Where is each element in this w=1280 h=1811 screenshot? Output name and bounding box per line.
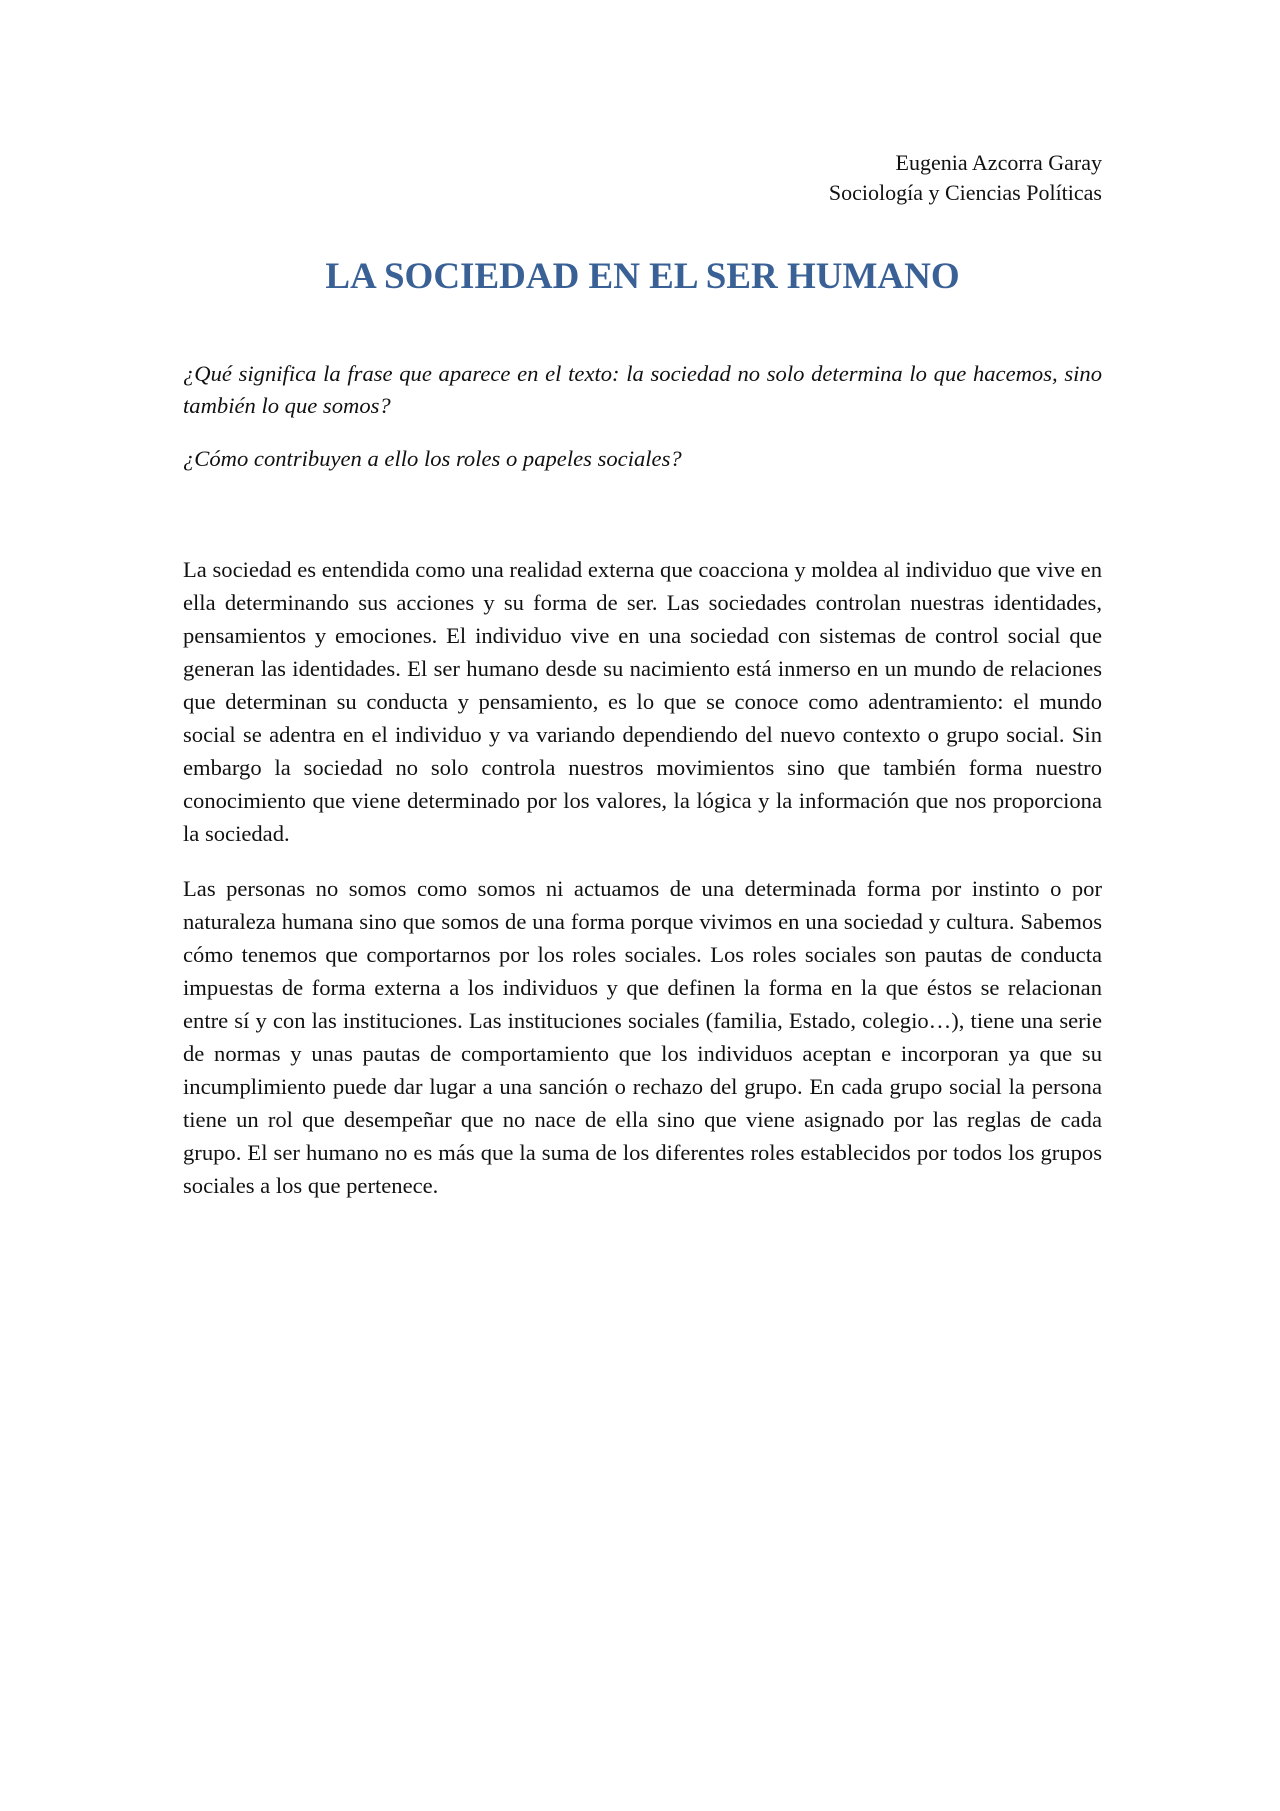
question-2: ¿Cómo contribuyen a ello los roles o papeles sociales? (183, 446, 682, 471)
author-name: Eugenia Azcorra Garay (895, 150, 1102, 175)
paragraph-2: Las personas no somos como somos ni actuamos de una determinada forma por instinto o por naturaleza humana sino que somos de una forma porque vivimos en una sociedad y cultura. Sabemos cómo tenemos que comportarnos por los roles sociales. Los roles sociales son pautas de conducta impuestas de forma externa a los individuos y que definen la forma en la que éstos se relacionan entre sí y con las instituciones. Las instituciones sociales (familia, Estado, colegio…), tiene una serie de normas y unas pautas de comportamiento que los individuos aceptan e incorporan ya que su incumplimiento puede dar lugar a una sanción o rechazo del grupo. En cada grupo social la persona tiene un rol que desempeñar que no nace de ella sino que viene asignado por las reglas de cada grupo. El ser humano no es más que la suma de los diferentes roles establecidos por todos los grupos sociales a los que pertenece. (183, 876, 1102, 1198)
paragraph-1: La sociedad es entendida como una realidad externa que coacciona y moldea al individuo que vive en ella determinando sus acciones y su forma de ser. Las sociedades controlan nuestras identidades, pensamientos y emociones. El individuo vive en una sociedad con sistemas de control social que generan las identidades. El ser humano desde su nacimiento está inmerso en un mundo de relaciones que determinan su conducta y pensamiento, es lo que se conoce como adentramiento: el mundo social se adentra en el individuo y va variando dependiendo del nuevo contexto o grupo social. Sin embargo la sociedad no solo controla nuestros movimientos sino que también forma nuestro conocimiento que viene determinado por los valores, la lógica y la información que nos proporciona la sociedad. (183, 557, 1102, 846)
question-1: ¿Qué significa la frase que aparece en el texto: la sociedad no solo determina lo que hacemos, sino también lo que somos? (183, 361, 1102, 418)
author-block (829, 148, 1102, 208)
document-page (183, 0, 1102, 1811)
course-subject: Sociología y Ciencias Políticas (828, 180, 1102, 205)
questions-section (183, 358, 1102, 496)
document-title: LA SOCIEDAD EN EL SER HUMANO (325, 256, 960, 297)
essay-body (183, 553, 1102, 1224)
